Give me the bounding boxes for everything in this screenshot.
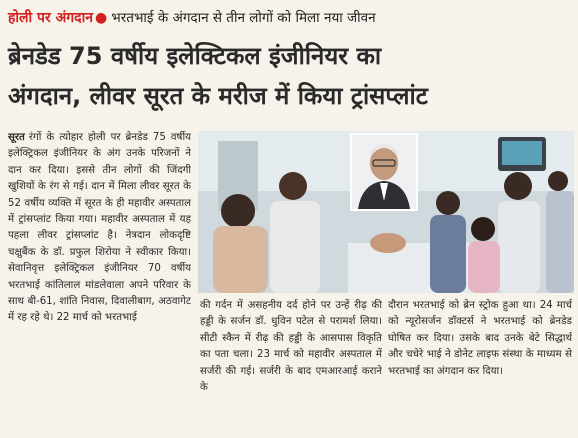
donor-portrait — [350, 133, 418, 211]
headline-line-2: अंगदान, लीवर सूरत के मरीज में किया ट्रांसप्लांट — [8, 82, 428, 110]
bullet-icon: ● — [95, 10, 108, 26]
kicker-text: भरतभाई के अंगदान से तीन लोगों को मिला नया जीवन — [111, 10, 376, 26]
kicker — [8, 8, 574, 28]
headline — [8, 36, 574, 116]
article-column-1-text: रंगों के त्योहार होली पर ब्रेनडेड 75 वर्षीय इलेक्ट्रिकल इंजीनियर के अंग उनके परिजनों ने दान कर दिया। इससे तीन लोगों की जिंदगी खुशियों के रंग से गई। दान में मिला लीवर सूरत के 52 वर्षीय व्यक्ति में सूरत के ही महावीर अस्पताल में ट्रांसप्लांट किया गया। महावीर अस्पताल में यह पहला लीवर ट्रांसप्लांट है। नेत्रदान लोकदृष्टि चक्षुबैंक के डॉ. प्रफुल शिरोया ने स्वीकार किया। सेवानिवृत्त इलेक्ट्रिकल इंजीनियर 70 वर्षीय भरतभाई कांतिलाल मांडलेवाला अपने परिवार के साथ बी-61, शांति निवास, दिवालीबाग, अठवागेट में रह रहे थे। 22 मार्च को भरतभाई — [8, 132, 191, 324]
dateline: सूरत — [8, 132, 25, 143]
kicker-tag: होली पर अंगदान — [8, 10, 94, 26]
article-column-2: की गर्दन में असहनीय दर्द होने पर उन्हें रीढ़ की हड्डी के सर्जन डॉ. धुविन पटेल से परामर्श लिया। सीटी स्कैन में रीढ़ की हड्डी के आसपास विकृति का पता चला। 23 मार्च को महावीर अस्पताल में सर्जरी की गई। सर्जरी के बाद एमआरआई कराने के — [200, 300, 382, 394]
portrait-image — [352, 135, 416, 209]
headline-line-1: ब्रेनडेड 75 वर्षीय इलेक्टिकल इंजीनियर का — [8, 42, 382, 70]
article-column-3: दौरान भरतभाई को ब्रेन स्ट्रोक हुआ था। 24 मार्च को न्यूरोसर्जन डॉक्टर्स ने भरतभाई को ब्रेनडेड घोषित कर दिया। उसके बाद उनके बेटे सिद्धार्थ और चचेरे भाई ने डोनेट लाइफ संस्था के माध्यम से भरतभाई का अंगदान कर दिया। — [388, 300, 572, 377]
article-column-1 — [8, 130, 191, 432]
